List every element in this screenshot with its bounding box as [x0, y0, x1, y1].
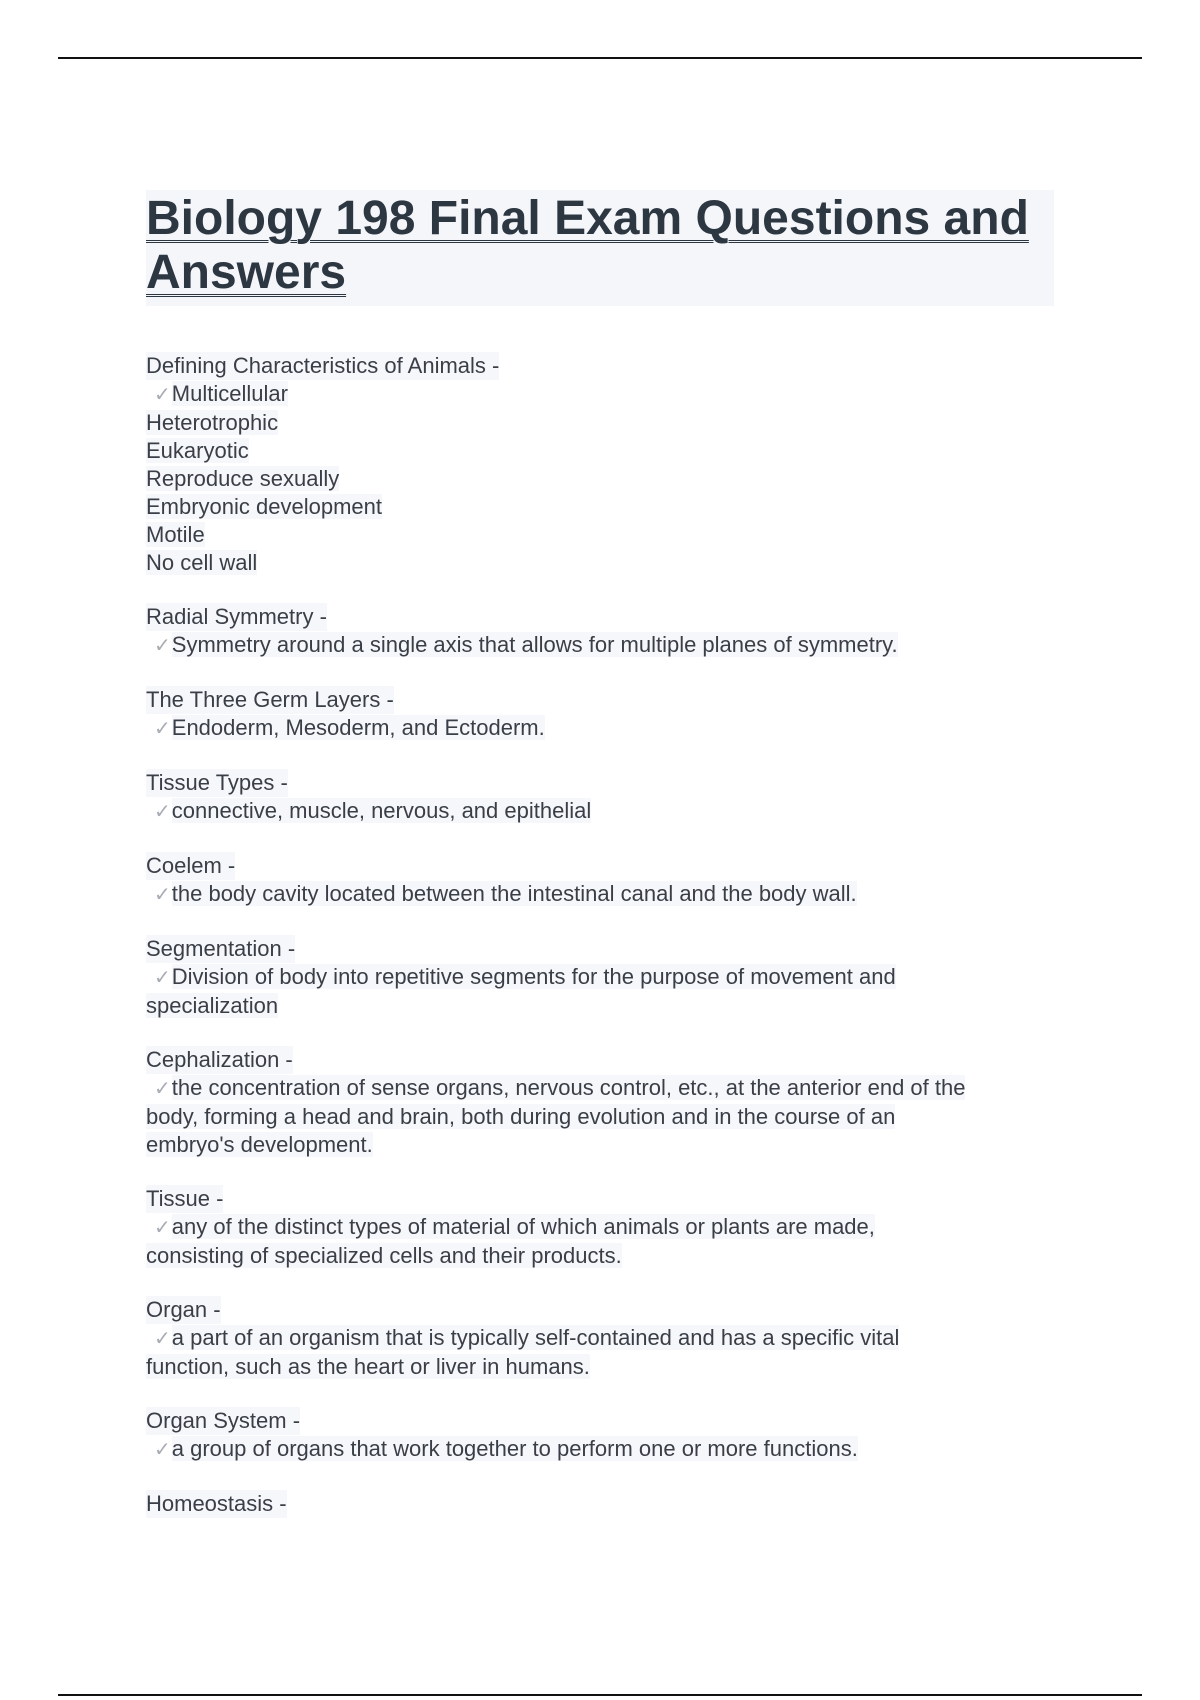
answer: [146, 1435, 1054, 1464]
answer-line: [146, 437, 1054, 465]
check-mark-icon: ✓: [154, 884, 171, 906]
qa-item: [146, 1185, 1054, 1270]
question-term: Organ -: [146, 1297, 221, 1322]
answer-line: [146, 409, 1054, 437]
page-title: Biology 198 Final Exam Questions and Answers: [146, 192, 1029, 299]
check-mark-icon: ✓: [154, 967, 171, 989]
qa-item: [146, 769, 1054, 826]
answer-line: [146, 963, 1054, 992]
answer: [146, 1213, 1054, 1270]
answer: [146, 1074, 1054, 1159]
answer: [146, 380, 1054, 577]
answer-line: [146, 380, 1054, 409]
answer-line: [146, 1131, 1054, 1159]
check-mark-icon: ✓: [154, 1078, 171, 1100]
qa-item: [146, 1407, 1054, 1464]
answer-line: [146, 1242, 1054, 1270]
answer-line: [146, 797, 1054, 826]
answer-text: a part of an organism that is typically self-contained and has a specific vital: [171, 1325, 900, 1350]
answer-line: [146, 1435, 1054, 1464]
qa-item: [146, 1296, 1054, 1381]
answer: [146, 880, 1054, 909]
answer-line: [146, 1103, 1054, 1131]
qa-item: [146, 1490, 1054, 1518]
qa-list: [146, 352, 1054, 1518]
question-term: Cephalization -: [146, 1047, 293, 1072]
answer-line: [146, 631, 1054, 660]
answer-line: [146, 549, 1054, 577]
answer-text: the body cavity located between the intestinal canal and the body wall.: [171, 881, 857, 906]
page-content: [146, 190, 1054, 1544]
question-term: Segmentation -: [146, 936, 296, 961]
qa-item: [146, 603, 1054, 660]
answer-line: [146, 1324, 1054, 1353]
answer-line: [146, 1213, 1054, 1242]
answer-line: [146, 1353, 1054, 1381]
answer: [146, 631, 1054, 660]
question-term: Tissue -: [146, 1186, 224, 1211]
qa-item: [146, 1046, 1054, 1159]
bottom-rule: [58, 1694, 1142, 1696]
answer-line: [146, 493, 1054, 521]
answer: [146, 797, 1054, 826]
question-term: The Three Germ Layers -: [146, 687, 394, 712]
answer-text: Symmetry around a single axis that allows for multiple planes of symmetry.: [171, 632, 898, 657]
check-mark-icon: ✓: [154, 801, 171, 823]
answer-text: Heterotrophic: [146, 410, 279, 435]
answer-text: Reproduce sexually: [146, 466, 340, 491]
check-mark-icon: ✓: [154, 1217, 171, 1239]
answer-line: [146, 1074, 1054, 1103]
qa-item: [146, 352, 1054, 577]
answer-text: consisting of specialized cells and their products.: [146, 1243, 622, 1268]
qa-item: [146, 686, 1054, 743]
answer-line: [146, 992, 1054, 1020]
question-term: Radial Symmetry -: [146, 604, 327, 629]
answer-text: Division of body into repetitive segments for the purpose of movement and: [171, 964, 896, 989]
question-term: Organ System -: [146, 1408, 301, 1433]
answer-line: [146, 465, 1054, 493]
answer-text: No cell wall: [146, 550, 258, 575]
check-mark-icon: ✓: [154, 1328, 171, 1350]
answer-text: Endoderm, Mesoderm, and Ectoderm.: [171, 715, 545, 740]
question-term: Coelem -: [146, 853, 236, 878]
question-term: Homeostasis -: [146, 1491, 287, 1516]
answer-text: specialization: [146, 993, 279, 1018]
answer: [146, 963, 1054, 1020]
check-mark-icon: ✓: [154, 384, 171, 406]
answer-text: any of the distinct types of material of which animals or plants are made,: [171, 1214, 875, 1239]
answer-text: the concentration of sense organs, nervous control, etc., at the anterior end of the: [171, 1075, 966, 1100]
title-block: [146, 190, 1054, 306]
answer-text: function, such as the heart or liver in humans.: [146, 1354, 590, 1379]
answer-line: [146, 714, 1054, 743]
answer-text: a group of organs that work together to perform one or more functions.: [171, 1436, 858, 1461]
answer-text: Embryonic development: [146, 494, 383, 519]
answer-line: [146, 880, 1054, 909]
answer-text: Multicellular: [171, 381, 288, 406]
answer-line: [146, 521, 1054, 549]
question-term: Tissue Types -: [146, 770, 288, 795]
check-mark-icon: ✓: [154, 1439, 171, 1461]
answer: [146, 714, 1054, 743]
answer-text: Motile: [146, 522, 205, 547]
answer-text: embryo's development.: [146, 1132, 373, 1157]
answer-text: Eukaryotic: [146, 438, 249, 463]
answer: [146, 1324, 1054, 1381]
check-mark-icon: ✓: [154, 635, 171, 657]
qa-item: [146, 852, 1054, 909]
qa-item: [146, 935, 1054, 1020]
question-term: Defining Characteristics of Animals -: [146, 353, 500, 378]
top-rule: [58, 57, 1142, 59]
answer-text: connective, muscle, nervous, and epithelial: [171, 798, 592, 823]
answer-text: body, forming a head and brain, both during evolution and in the course of an: [146, 1104, 896, 1129]
check-mark-icon: ✓: [154, 718, 171, 740]
